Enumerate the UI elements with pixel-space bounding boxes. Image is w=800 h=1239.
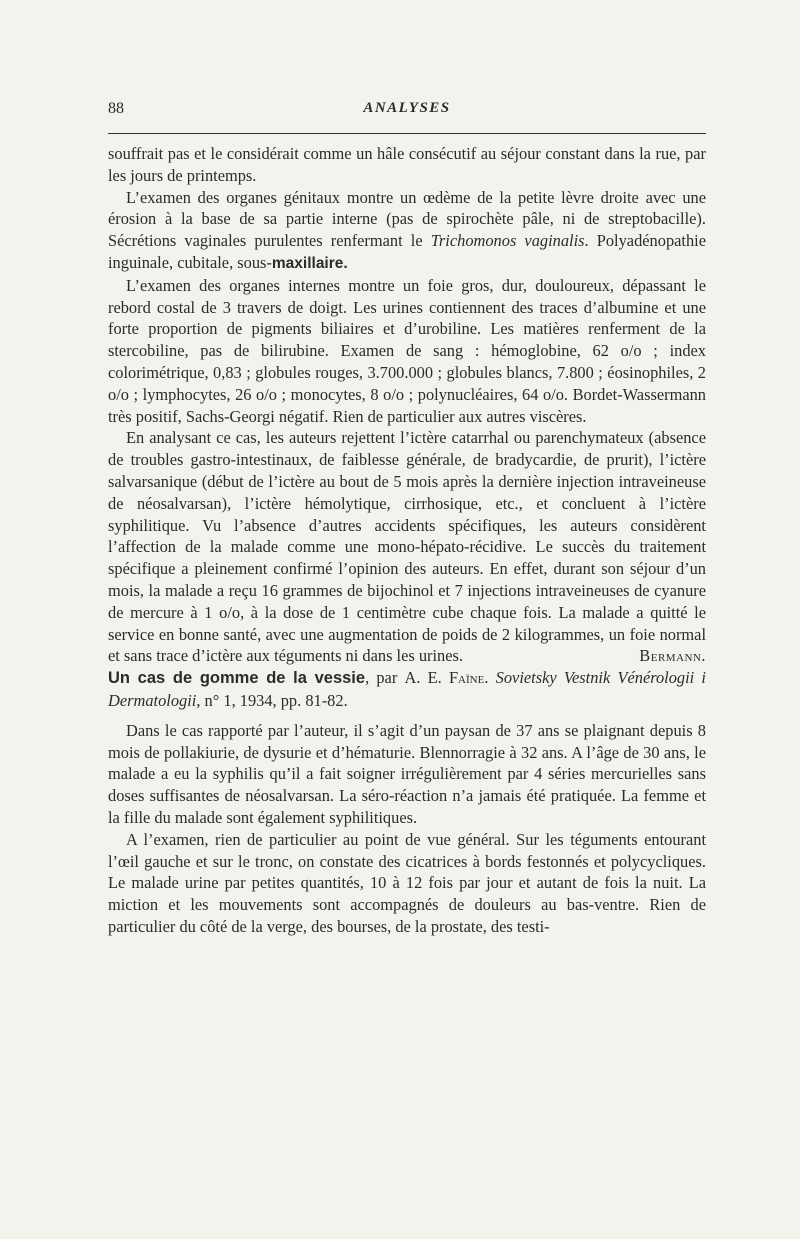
article2-by: , par bbox=[365, 668, 405, 688]
header-rule bbox=[108, 133, 706, 134]
article1-paragraph-2 bbox=[108, 187, 706, 275]
running-title: ANALYSES bbox=[363, 100, 451, 116]
article2-paragraph-1: Dans le cas rapporté par l’auteur, il s’agit d’un paysan de 37 ans se plaignant depuis 8 mois de pollakiurie, de dysurie et d’hématurie. Blennorragie à 32 ans. A l’âge de 30 ans, le malade a eu la syphilis qu’il a fait soigner irrégulièrement par 4 séries mercurielles sans doses suffisantes de néosalvarsan. La séro-réaction n’a jamais été pratiquée. La femme et la fille du malade sont également syphilitiques. bbox=[108, 720, 706, 827]
article2-paragraph-2: A l’examen, rien de particulier au point de vue général. Sur les téguments entourant l’œil gauche et sur le tronc, on constate des cicatrices à bords festonnés et polycycliques. Le malade urine par petites quantités, 10 à 12 fois par jour et autant de fois la nuit. La miction et les mouvements sont accompagnés de douleurs au bas-ventre. Rien de particulier du côté de la verge, des bourses, de la prostate, des testi- bbox=[108, 829, 706, 936]
organism-name: Trichomonos vaginalis bbox=[430, 231, 585, 251]
article1-paragraph-2-text-a: L’examen des organes génitaux montre un œdème de la petite lèvre droite avec une érosion à la base de sa partie interne (pas de spirochète pâle, ni de streptobacille). Sécrétions vaginales purulentes renfermant le bbox=[108, 187, 706, 251]
article1-paragraph-4-text: En analysant ce cas, les auteurs rejettent l’ictère catarrhal ou parenchymateux (absence de troubles gastro-intestinaux, de faiblesse générale, de bradycardie, de prurit), l’ictère salvarsanique (début de l’ictère au bout de 5 mois après la dernière injection intraveineuse de néosalvarsan), l’ictère hémolytique, cirrhosique, etc., et concluent à l’ictère syphilitique. Vu l’absence d’autres accidents spécifiques, les auteurs considèrent l’affection de la malade comme une mono-hépato-récidive. Le succès du traitement spécifique a pleinement confirmé l’opinion des auteurs. En effet, durant son séjour d’un mois, la malade a reçu 16 grammes de bijochinol et 7 injections intraveineuses de cyanure de mercure à 1 o/o, à la dose de 1 centimètre cube chaque fois. La malade a quitté le service en bonne santé, avec une augmentation de poids de 2 kilogrammes, un foie normal et sans trace d’ictère aux téguments ni dans les urines. bbox=[108, 428, 706, 666]
article2-citation: Un cas de gomme de la vessie, par A. E. Faïne. Sovietsky Vestnik Vénérologii i Dermatologii, n° 1, 1934, pp. 81-82. bbox=[108, 668, 706, 710]
article2-heading bbox=[108, 667, 706, 712]
article1-paragraph-2-text-b: . Polyadénopathie inguinale, cubitale, sous- bbox=[108, 231, 706, 272]
article2-citation-details: , n° 1, 1934, pp. 81-82. bbox=[196, 690, 348, 710]
article2-journal: Sovietsky Vestnik Vénérologii i Dermatologii bbox=[108, 668, 706, 710]
article1-paragraph-1: souffrait pas et le considérait comme un hâle consécutif au séjour constant dans la rue, par les jours de printemps. bbox=[108, 144, 706, 185]
article2-title: Un cas de gomme de la vessie bbox=[108, 669, 366, 688]
page-body bbox=[108, 143, 706, 938]
page-header bbox=[108, 100, 706, 126]
page-number: 88 bbox=[108, 100, 124, 117]
article1-paragraph-4 bbox=[108, 427, 706, 667]
article1-paragraph-2-text-c: maxillaire. bbox=[271, 254, 348, 272]
article2-author: A. E. Faïne bbox=[404, 668, 485, 688]
article1-signature: Bermann. bbox=[639, 646, 706, 666]
article1-paragraph-3: L’examen des organes internes montre un foie gros, dur, douloureux, dépassant le rebord costal de 3 travers de doigt. Les urines contiennent des traces d’albumine et une forte proportion de pigments biliaires et d’urobiline. Les matières renferment de la stercobiline, pas de bilirubine. Examen de sang : hémoglobine, 62 o/o ; index colorimétrique, 0,83 ; globules rouges, 3.700.000 ; globules blancs, 7.800 ; éosinophiles, 2 o/o ; lymphocytes, 26 o/o ; monocytes, 8 o/o ; polynucléaires, 64 o/o. Bordet-Wassermann très positif, Sachs-Georgi négatif. Rien de particulier aux autres viscères. bbox=[108, 275, 706, 426]
